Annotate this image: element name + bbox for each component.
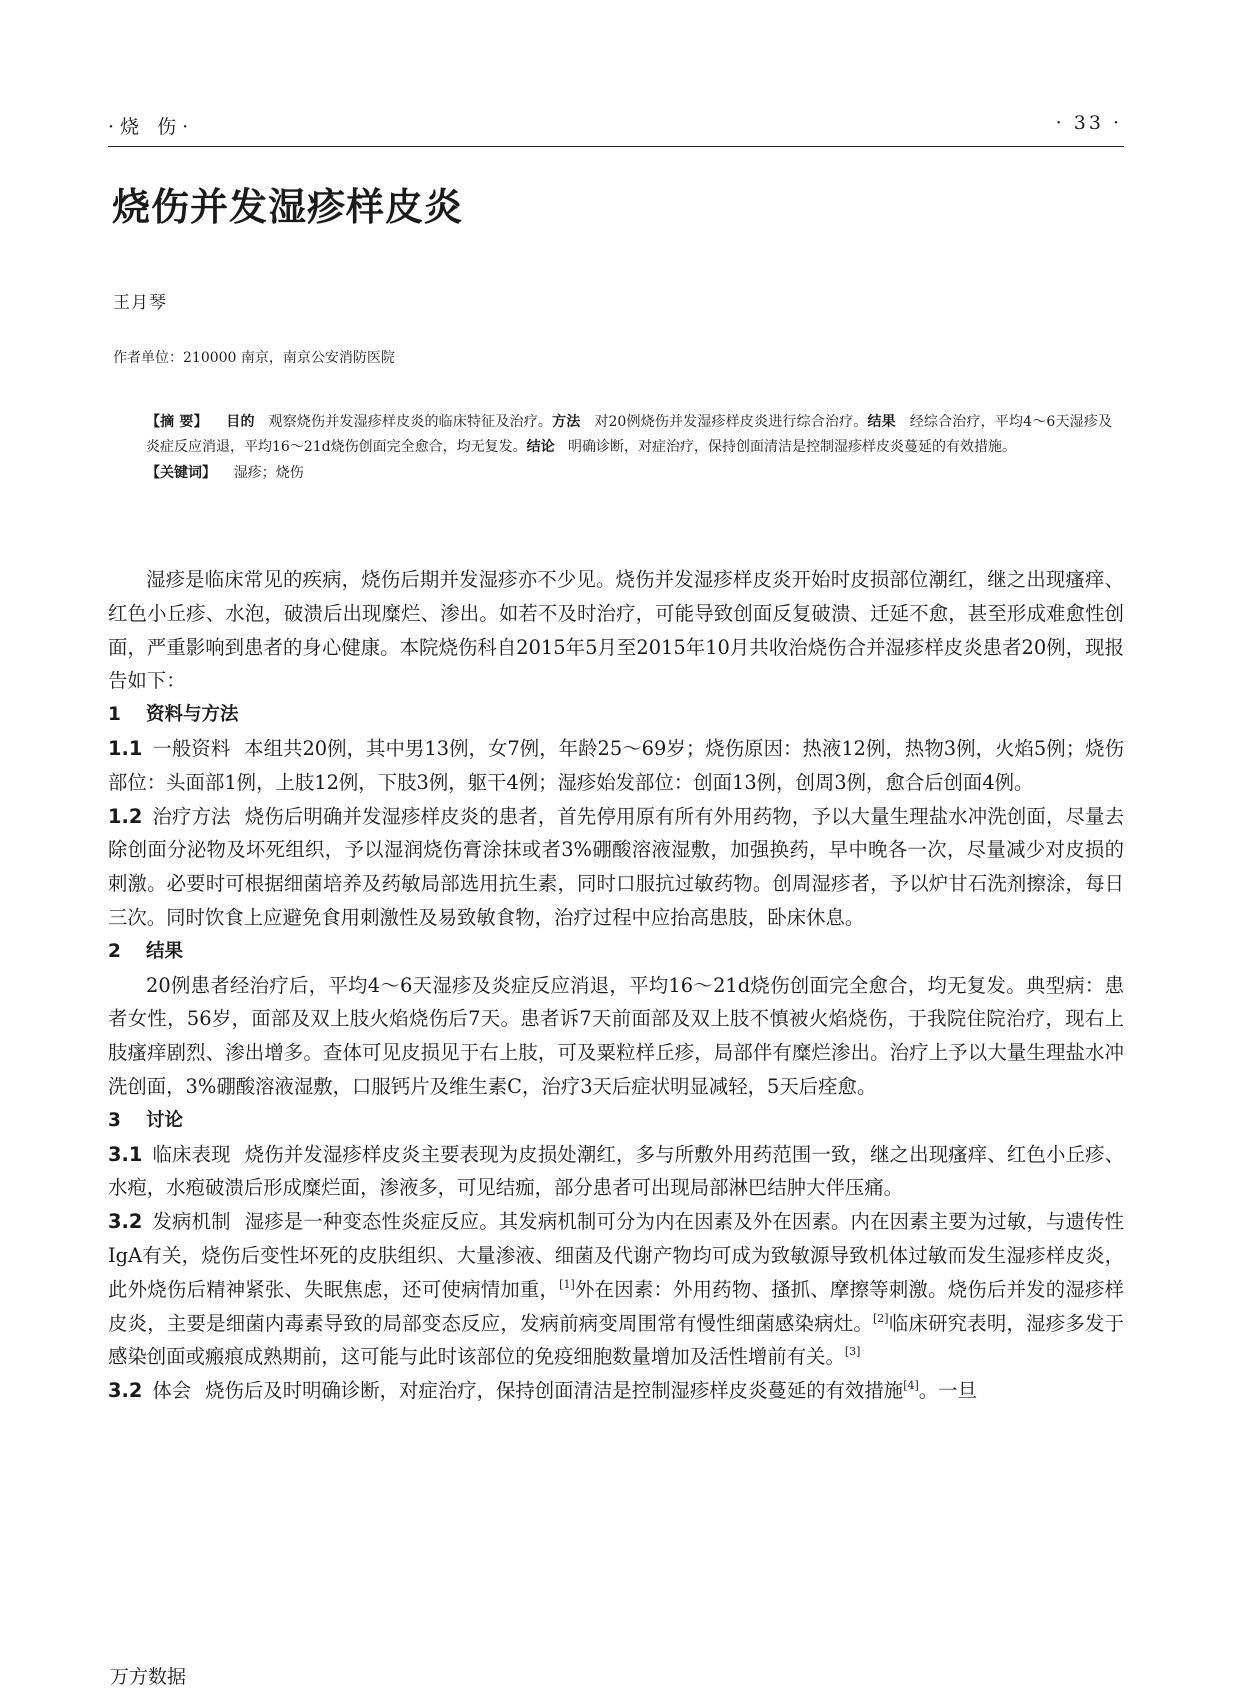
keywords-line	[146, 461, 1112, 486]
method-label: 方法	[552, 414, 581, 430]
citation-ref: [2]	[873, 1311, 889, 1325]
subsection-text: 本组共20例，其中男13例，女7例，年龄25～69岁；烧伤原因：热液12例，热物3例，火焰5例；烧伤部位：头面部1例，上肢12例，下肢3例，躯干4例；湿疹始发部位：创面13例，创周3例，愈合后创面4例。	[108, 736, 1124, 794]
result-text: 经综合治疗，平均4～6天湿疹及炎症反应消退，平均16～21d烧伤创面完全愈合，均无复发。	[146, 414, 1113, 455]
subsection-title: 体会	[152, 1379, 192, 1403]
results-paragraph: 20例患者经治疗后，平均4～6天湿疹及炎症反应消退，平均16～21d烧伤创面完全愈合，均无复发。典型病：患者女性，56岁，面部及双上肢火焰烧伤后7天。患者诉7天前面部及双上肢不慎被火焰烧伤，于我院住院治疗，现右上肢瘙痒剧烈、渗出增多。查体可见皮损见于右上肢，可及粟粒样丘疹，局部伴有糜烂渗出。治疗上予以大量生理盐水冲洗创面，3%硼酸溶液湿敷，口服钙片及维生素C，治疗3天后症状明显减轻，5天后痊愈。	[108, 973, 1124, 1098]
abstract-label: 【摘 要】	[146, 414, 208, 430]
subsection-title: 发病机制	[152, 1210, 231, 1234]
section-number: 2	[108, 940, 121, 962]
subsection-text: 湿疹是一种变态性炎症反应。其发病机制可分为内在因素及外在因素。内在因素主要为过敏，与遗传性IgA有关，烧伤后变性坏死的皮肤组织、大量渗液、细菌及代谢产物均可成为致敏源导致机体过敏而发生湿疹样皮炎，此外烧伤后精神紧张、失眠焦虑，还可使病情加重，	[108, 1210, 1124, 1301]
citation-ref: [1]	[559, 1277, 575, 1291]
section-number: 1	[108, 704, 121, 726]
section-number: 3	[108, 1109, 121, 1131]
section-title: 讨论	[146, 1109, 184, 1131]
subsection-text: 烧伤并发湿疹样皮炎主要表现为皮损处潮红，多与所敷外用药范围一致，继之出现瘙痒、红色小丘疹、水疱，水疱破溃后形成糜烂面，渗液多，可见结痂，部分患者可出现局部淋巴结肿大伴压痛。	[108, 1142, 1124, 1200]
author-affiliation: 作者单位：210000 南京，南京公安消防医院	[113, 350, 395, 366]
aim-text: 观察烧伤并发湿疹样皮炎的临床特征及治疗。	[268, 414, 553, 430]
section-title: 资料与方法	[146, 704, 239, 726]
keywords-text: 湿疹；烧伤	[233, 465, 304, 481]
citation-ref: [3]	[844, 1345, 861, 1359]
abstract	[146, 410, 1112, 486]
section-label: ·烧 伤·	[108, 116, 195, 138]
subsection-number: 3.2	[108, 1210, 143, 1234]
subsection-3-1	[108, 1138, 1124, 1206]
source-watermark: 万方数据	[110, 1666, 187, 1688]
method-text: 对20例烧伤并发湿疹样皮炎进行综合治疗。	[594, 414, 868, 430]
section-heading-3	[108, 1104, 1124, 1138]
page-number: · 33 ·	[1055, 112, 1122, 134]
result-label: 结果	[867, 414, 896, 430]
subsection-text: 烧伤后及时明确诊断，对症治疗，保持创面清洁是控制湿疹样皮炎蔓延的有效措施	[205, 1379, 904, 1403]
subsection-number: 1.2	[108, 804, 143, 828]
subsection-1-1	[108, 732, 1124, 800]
subsection-title: 临床表现	[152, 1142, 231, 1166]
subsection-title: 一般资料	[152, 736, 231, 760]
header-rule	[108, 146, 1124, 147]
article-title: 烧伤并发湿疹样皮炎	[112, 185, 464, 229]
subsection-3-2	[108, 1205, 1124, 1374]
intro-paragraph: 湿疹是临床常见的疾病，烧伤后期并发湿疹亦不少见。烧伤并发湿疹样皮炎开始时皮损部位潮红，继之出现瘙痒、红色小丘疹、水泡，破溃后出现糜烂、渗出。如若不及时治疗，可能导致创面反复破溃、迁延不愈，甚至形成难愈性创面，严重影响到患者的身心健康。本院烧伤科自2015年5月至2015年10月共收治烧伤合并湿疹样皮炎患者20例，现报告如下：	[108, 568, 1124, 693]
section-heading-1	[108, 698, 1124, 732]
running-header	[108, 112, 1122, 142]
conclusion-text: 明确诊断，对症治疗，保持创面清洁是控制湿疹样皮炎蔓延的有效措施。	[567, 439, 1016, 455]
subsection-text: 临床研究表明，湿疹多发于感染创面或瘢痕成熟期前，这可能与此时该部位的免疫细胞数量增加及活性增前有关。	[108, 1311, 1124, 1369]
subsection-number: 3.1	[108, 1142, 143, 1166]
subsection-1-2	[108, 800, 1124, 935]
author-name: 王月琴	[113, 293, 167, 313]
subsection-text: 外在因素：外用药物、搔抓、摩擦等刺激。烧伤后并发的湿疹样皮炎，主要是细菌内毒素导致的局部变态反应，发病前病变周围常有慢性细菌感染病灶。	[108, 1277, 1125, 1335]
conclusion-label: 结论	[526, 439, 555, 455]
subsection-text: 烧伤后明确并发湿疹样皮炎的患者，首先停用原有所有外用药物，予以大量生理盐水冲洗创面，尽量去除创面分泌物及坏死组织，予以湿润烧伤膏涂抹或者3%硼酸溶液湿敷，加强换药，早中晚各一次，尽量减少对皮损的刺激。必要时可根据细菌培养及药敏局部选用抗生素，同时口服抗过敏药物。创周湿疹者，予以炉甘石洗剂擦涂，每日三次。同时饮食上应避免食用刺激性及易致敏食物，治疗过程中应抬高患肢，卧床休息。	[108, 804, 1124, 929]
abstract-paragraph	[146, 410, 1112, 460]
aim-label: 目的	[226, 414, 255, 430]
subsection-3-3	[108, 1374, 1124, 1408]
keywords-label: 【关键词】	[146, 465, 216, 481]
subsection-text: 。一旦	[918, 1379, 977, 1403]
subsection-title: 治疗方法	[152, 804, 231, 828]
subsection-number: 3.2	[108, 1379, 143, 1403]
subsection-number: 1.1	[108, 736, 143, 760]
section-heading-2	[108, 935, 1124, 969]
article-body	[108, 563, 1124, 1408]
section-title: 结果	[146, 940, 184, 962]
citation-ref: [4]	[903, 1379, 919, 1393]
